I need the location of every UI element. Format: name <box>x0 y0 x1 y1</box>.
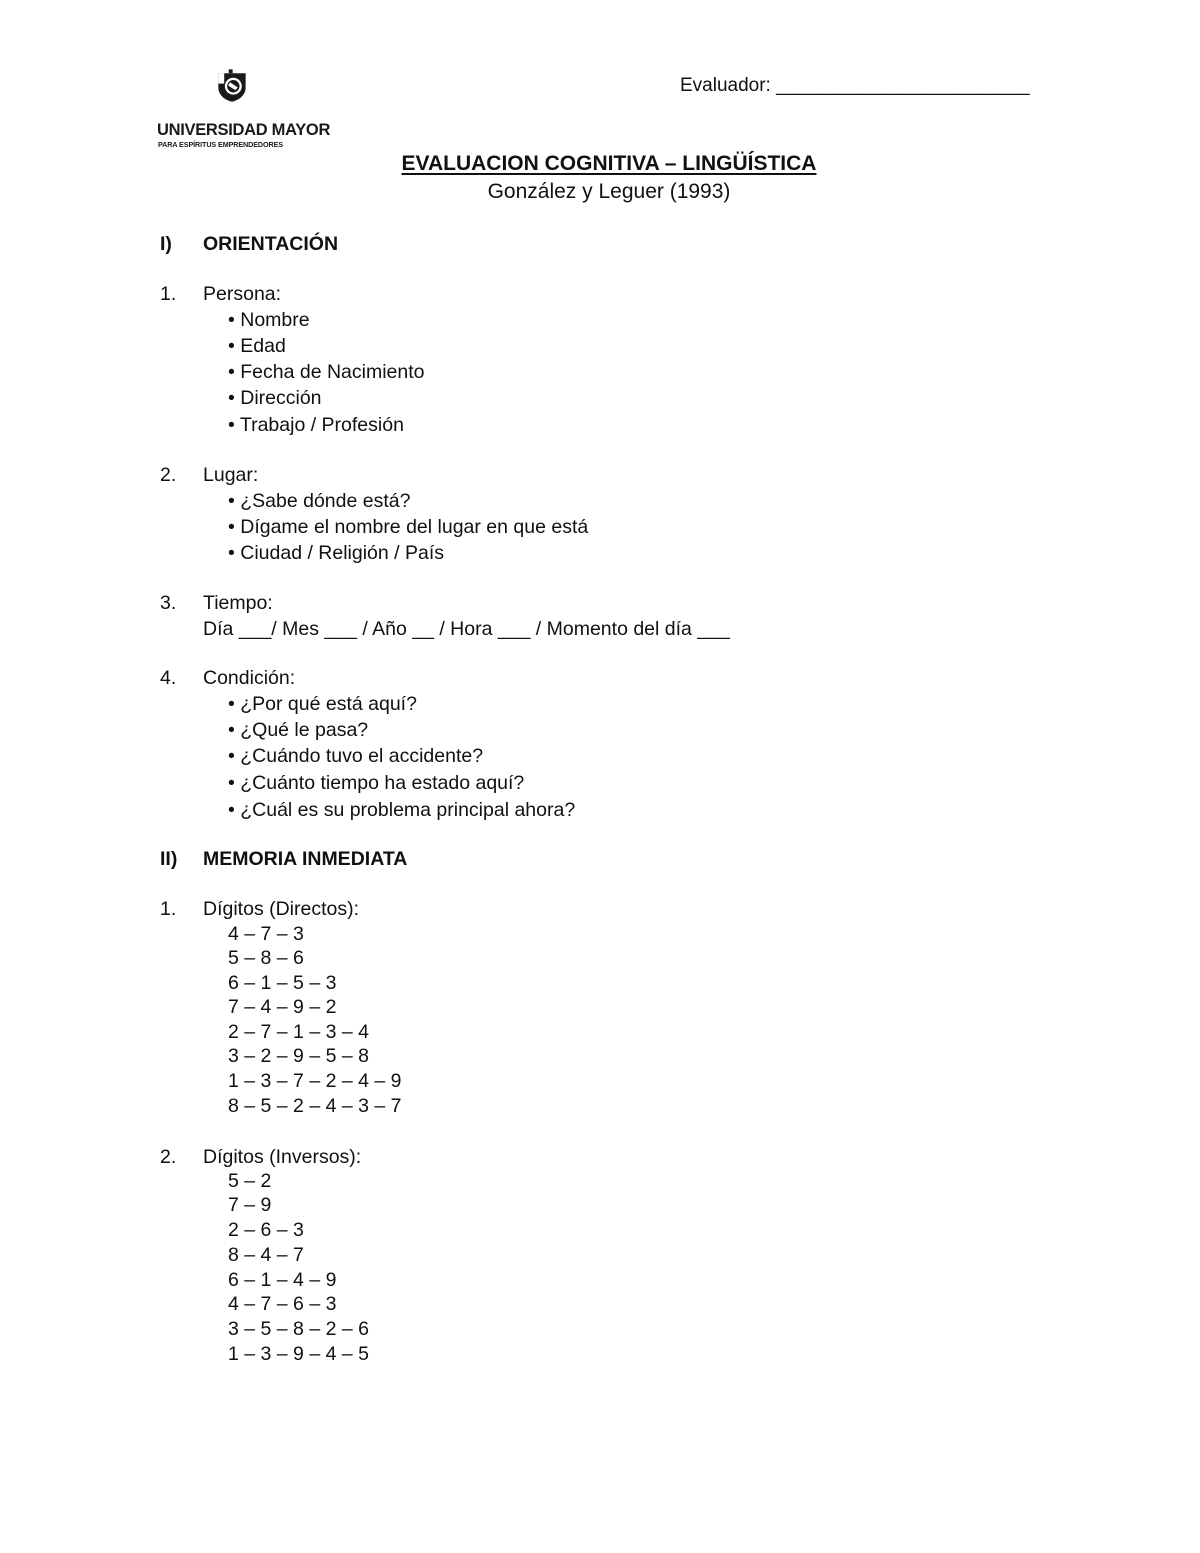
item-number: 1. <box>160 898 177 920</box>
digit-sequence: 8 – 4 – 7 <box>228 1244 304 1266</box>
section-number: II) <box>160 848 178 870</box>
list-item: • ¿Qué le pasa? <box>228 719 369 741</box>
evaluador-label: Evaluador: <box>680 75 771 96</box>
logo-name: UNIVERSIDAD MAYOR <box>157 121 331 139</box>
list-item: • ¿Cuál es su problema principal ahora? <box>228 799 576 821</box>
item-number: 1. <box>160 283 177 305</box>
digit-sequence: 5 – 8 – 6 <box>228 947 304 969</box>
digit-sequence: 2 – 7 – 1 – 3 – 4 <box>228 1021 369 1043</box>
section-title: ORIENTACIÓN <box>203 233 339 255</box>
document-title: EVALUACION COGNITIVA – LINGÜÍSTICA <box>401 152 817 175</box>
digit-sequence: 1 – 3 – 9 – 4 – 5 <box>228 1343 369 1365</box>
item-number: 4. <box>160 667 177 689</box>
list-item: • Dirección <box>228 387 322 409</box>
digit-sequence: 8 – 5 – 2 – 4 – 3 – 7 <box>228 1095 402 1117</box>
university-shield-logo <box>157 68 307 120</box>
list-item: • Fecha de Nacimiento <box>228 361 425 383</box>
digit-sequence: 6 – 1 – 4 – 9 <box>228 1269 337 1291</box>
document-subtitle: González y Leguer (1993) <box>487 180 731 203</box>
digit-sequence: 5 – 2 <box>228 1170 272 1192</box>
digit-sequence: 7 – 9 <box>228 1194 272 1216</box>
evaluador-blank: ________________________ <box>776 75 1030 96</box>
list-item: • ¿Por qué está aquí? <box>228 693 417 715</box>
item-label: Condición: <box>203 667 296 689</box>
list-item: • Edad <box>228 335 286 357</box>
digit-sequence: 6 – 1 – 5 – 3 <box>228 972 337 994</box>
list-item: • Dígame el nombre del lugar en que está <box>228 516 589 538</box>
logo-tagline: PARA ESPÍRITUS EMPRENDEDORES <box>158 140 283 149</box>
list-item: • ¿Cuándo tuvo el accidente? <box>228 745 484 767</box>
list-item: • Trabajo / Profesión <box>228 414 404 436</box>
item-label: Dígitos (Directos): <box>203 898 360 920</box>
item-label: Tiempo: <box>203 592 273 614</box>
item-label: Lugar: <box>203 464 259 486</box>
digit-sequence: 7 – 4 – 9 – 2 <box>228 996 337 1018</box>
evaluador-field <box>680 75 1030 97</box>
list-item: • ¿Cuánto tiempo ha estado aquí? <box>228 772 525 794</box>
list-item: • ¿Sabe dónde está? <box>228 490 411 512</box>
item-number: 2. <box>160 1146 177 1168</box>
item-number: 3. <box>160 592 177 614</box>
item-number: 2. <box>160 464 177 486</box>
digit-sequence: 1 – 3 – 7 – 2 – 4 – 9 <box>228 1070 402 1092</box>
digit-sequence: 4 – 7 – 3 <box>228 923 304 945</box>
time-fields-line: Día ___/ Mes ___ / Año __ / Hora ___ / Momento del día ___ <box>203 618 730 640</box>
section-number: I) <box>160 233 172 255</box>
list-item: • Nombre <box>228 309 310 331</box>
digit-sequence: 2 – 6 – 3 <box>228 1219 304 1241</box>
section-title: MEMORIA INMEDIATA <box>203 848 408 870</box>
list-item: • Ciudad / Religión / País <box>228 542 445 564</box>
digit-sequence: 3 – 2 – 9 – 5 – 8 <box>228 1045 369 1067</box>
digit-sequence: 4 – 7 – 6 – 3 <box>228 1293 337 1315</box>
digit-sequence: 3 – 5 – 8 – 2 – 6 <box>228 1318 369 1340</box>
item-label: Dígitos (Inversos): <box>203 1146 362 1168</box>
item-label: Persona: <box>203 283 282 305</box>
